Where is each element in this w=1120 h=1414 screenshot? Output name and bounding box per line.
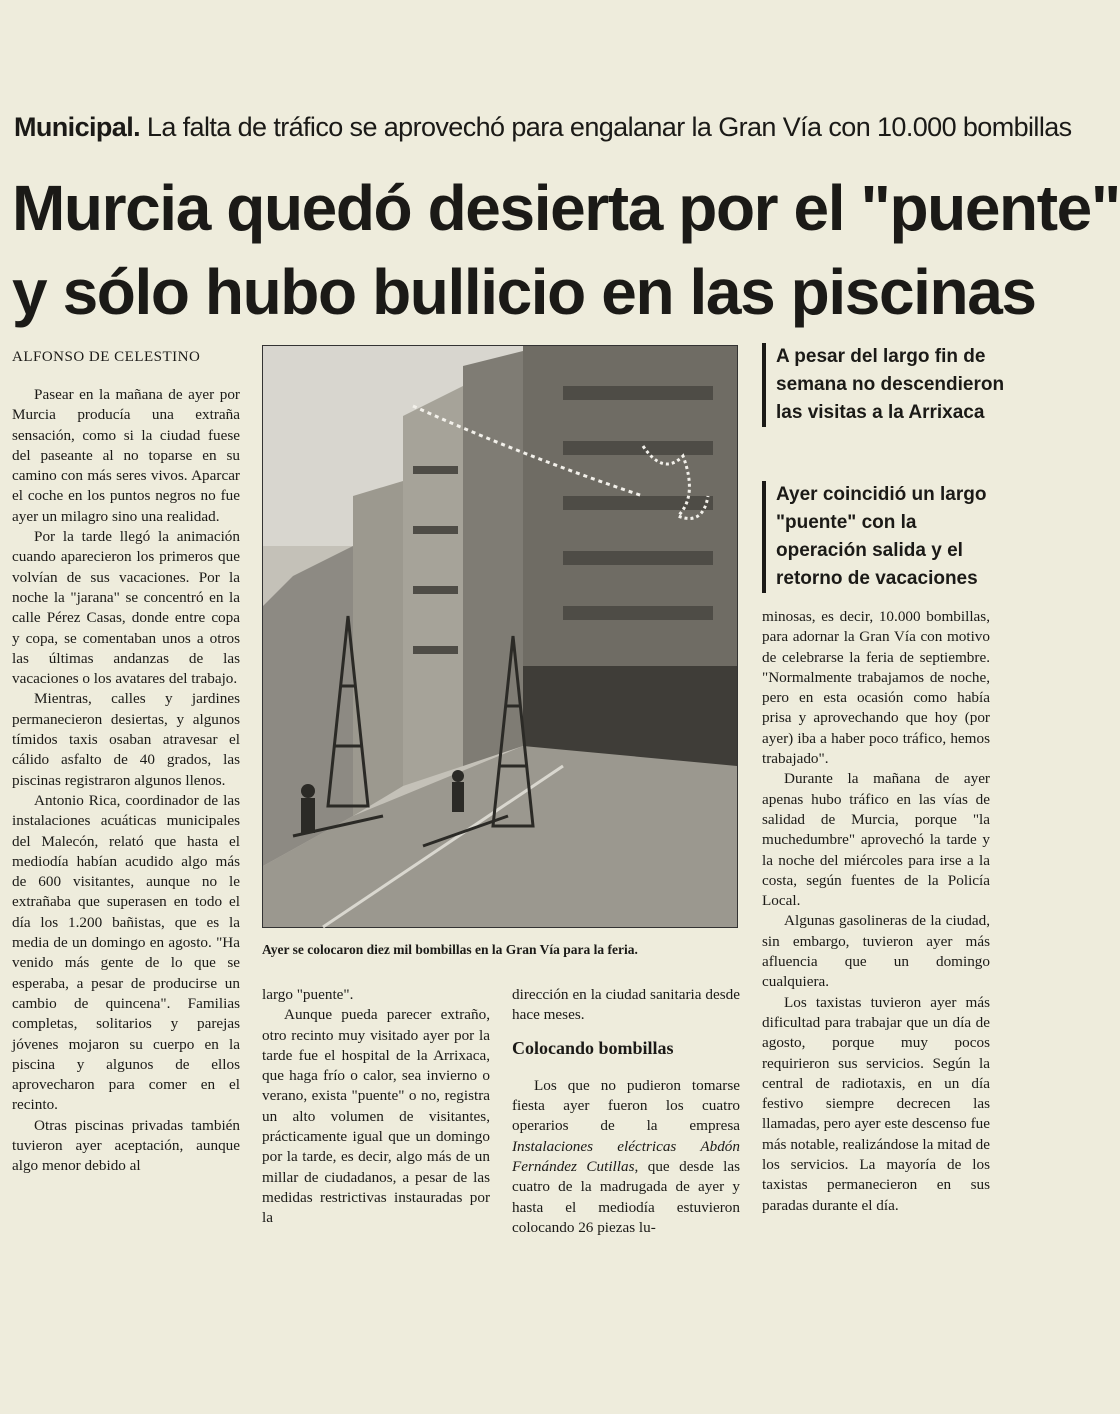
photo-caption: Ayer se colocaron diez mil bombillas en la Gran Vía para la feria.: [262, 942, 638, 957]
headline-line-2: y sólo hubo bullicio en las piscinas: [12, 256, 1036, 328]
street-photo: [262, 345, 738, 928]
paragraph: [512, 1076, 740, 1238]
paragraph: Los taxistas tuvieron ayer más dificultad para trabajar que un día de agosto, porque muy pocos requirieron sus servicios. Según la central de radiotaxis, en un día festivo siempre decrecen las llamadas, pero ayer este descenso fue más notable, realizándose la mitad de los servicios. La mayoría de los taxistas permanecieron en sus paradas durante el día.: [762, 993, 990, 1214]
article-column-1: [12, 385, 240, 1177]
subheadline: La falta de tráfico se aprovechó para engalanar la Gran Vía con 10.000 bombillas: [146, 112, 1072, 142]
highlight-box-1: A pesar del largo fin de semana no descendieron las visitas a la Arrixaca: [762, 343, 1008, 427]
paragraph: Aunque pueda parecer extraño, otro recinto muy visitado ayer por la tarde fue el hospital de la Arrixaca, que haga frío o calor, sea invierno o verano, exista "puente" o no, registra un alto volumen de visitantes, prácticamente igual que un domingo por la tarde, es decir, algo más de un millar de ciudadanos, a pesar de las medidas restrictivas instauradas por la: [262, 1006, 490, 1227]
kicker: [14, 112, 1072, 143]
paragraph-text: , que desde las cuatro de la madrugada de ayer y hasta el mediodía estuvieron colocando 26 piezas lu-: [512, 1158, 740, 1236]
paragraph-text: Los que no pudieron tomarse fiesta ayer fueron los cuatro operarios de la empresa: [512, 1076, 740, 1135]
paragraph: Otras piscinas privadas también tuvieron ayer aceptación, aunque algo menor debido al: [12, 1116, 240, 1175]
paragraph: minosas, es decir, 10.000 bombillas, para adornar la Gran Vía con motivo de celebrarse la feria de septiembre. "Normalmente trabajamos de noche, pero en esta ocasión como había prisa y aprovechando que hoy (por ayer) iba a haber poco tráfico, hemos trabajado".: [762, 608, 990, 768]
article-column-3: [512, 985, 740, 1238]
article-column-2: [262, 985, 490, 1229]
byline: ALFONSO DE CELESTINO: [12, 349, 201, 365]
company-name: Instalaciones eléctricas Abdón Fernández Cutillas: [512, 1137, 740, 1176]
paragraph: Pasear en la mañana de ayer por Murcia producía una extraña sensación, como si la ciudad fuese del paseante al no toparse en su camino con más seres vivos. Aparcar el coche en los puntos negros no fue ayer un milagro sino una realidad.: [12, 386, 240, 525]
paragraph: Algunas gasolineras de la ciudad, sin embargo, tuvieron ayer más afluencia que un domingo cualquiera.: [762, 912, 990, 991]
paragraph: dirección en la ciudad sanitaria desde hace meses.: [512, 986, 740, 1024]
highlight-box-2: Ayer coincidió un largo "puente" con la operación salida y el retorno de vacaciones: [762, 481, 1008, 593]
paragraph: Antonio Rica, coordinador de las instalaciones acuáticas municipales del Malecón, relató que hasta el mediodía habían acudido algo más de 600 visitantes, aunque no le extrañaba que superasen en todo el día los 1.200 bañistas, que es la media de un domingo en agosto. "Ha venido más gente de lo que se esperaba, a pesar de producirse un cambio de quincena". Familias completas, solitarios y parejas jóvenes mojaron su cuerpo en la piscina y algunos de ellos aprovecharon para comer en el recinto.: [12, 791, 240, 1114]
section-label: Municipal.: [14, 112, 141, 142]
paragraph: Durante la mañana de ayer apenas hubo tráfico en las vías de salidad de Murcia, porque "la muchedumbre" aprovechó la tarde y la noche del miércoles para irse a la costa, según fuentes de la Policía Local.: [762, 770, 990, 910]
article-column-4: [762, 607, 990, 1216]
paragraph: Por la tarde llegó la animación cuando aparecieron los primeros que volvían de sus vacaciones. Por la noche la "jarana" se concentró en la calle Pérez Casas, donde entre copa y copa, se comentaban unos a otros las últimas andanzas de las vacaciones o los avatares del trabajo.: [12, 528, 240, 688]
paragraph: largo "puente".: [262, 986, 354, 1003]
section-heading: Colocando bombillas: [512, 1037, 674, 1058]
headline-line-1: Murcia quedó desierta por el "puente": [12, 172, 1120, 244]
street-photo-illustration: [263, 346, 737, 927]
paragraph: Mientras, calles y jardines permanecieron desiertas, y algunos tímidos taxis osaban atravesar el cálido asfalto de 40 grados, las piscinas registraron algunos llenos.: [12, 690, 240, 789]
